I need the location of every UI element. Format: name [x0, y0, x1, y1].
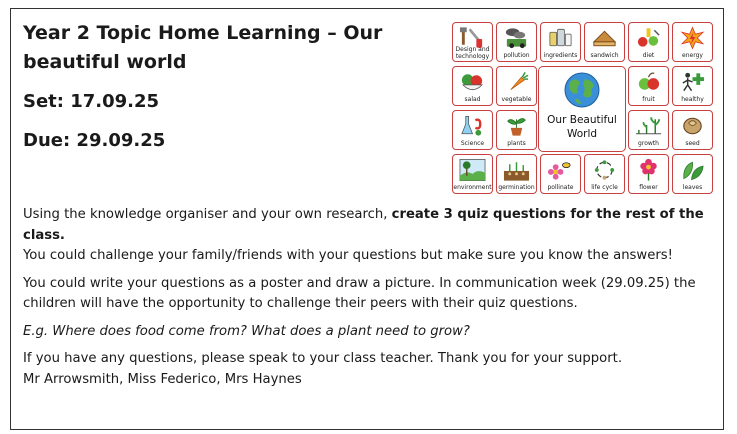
- instruction-paragraph-3: You could write your questions as a poster and draw a picture. In communication week (29.09.25) the children will have the opportunity to challenge their peers with their quiz questions.: [23, 275, 696, 311]
- instruction-paragraph-2: You could challenge your family/friends with your questions but make sure you know the answers!: [23, 248, 673, 263]
- symbol-card-design-technology: [452, 22, 493, 62]
- symbol-card-vegetable: [496, 66, 537, 106]
- symbol-card-fruit: [628, 66, 669, 106]
- sandwich-icon: [591, 26, 618, 50]
- symbol-label: healthy: [681, 96, 704, 103]
- symbol-card-seed: [672, 110, 713, 150]
- symbol-label: growth: [638, 140, 659, 147]
- salad-icon: [459, 70, 486, 94]
- symbol-card-salad: [452, 66, 493, 106]
- symbol-label: Science: [460, 140, 485, 147]
- symbol-label: environment: [453, 184, 492, 191]
- globe-icon: [561, 71, 603, 109]
- instructions: [23, 205, 719, 390]
- symbol-card-environment: [452, 154, 493, 194]
- closing-message: If you have any questions, please speak to your class teacher. Thank you for your support.: [23, 351, 623, 366]
- symbol-card-pollinate: [540, 154, 581, 194]
- symbol-label: seed: [685, 140, 700, 147]
- instruction-emphasis: create 3 quiz questions for the rest of the class.: [23, 207, 704, 243]
- energy-icon: [679, 26, 706, 50]
- symbol-label: salad: [464, 96, 481, 103]
- symbol-label: leaves: [682, 184, 703, 191]
- symbol-card-energy: [672, 22, 713, 62]
- pollution-icon: [503, 26, 530, 50]
- symbol-card-plants: [496, 110, 537, 150]
- symbol-label: plants: [507, 140, 526, 147]
- pollinate-icon: [547, 158, 574, 182]
- symbol-label: flower: [639, 184, 658, 191]
- page-title: Year 2 Topic Home Learning – Our beautiful world: [23, 22, 383, 73]
- symbol-label: germination: [498, 184, 535, 191]
- topic-symbol-grid: [452, 22, 714, 196]
- symbol-card-science: [452, 110, 493, 150]
- symbol-label: vegetable: [501, 96, 532, 103]
- symbol-label: life cycle: [591, 184, 618, 191]
- signatories: Mr Arrowsmith, Miss Federico, Mrs Haynes: [23, 371, 302, 387]
- symbol-card-ingredients: [540, 22, 581, 62]
- symbol-card-leaves: [672, 154, 713, 194]
- ingredients-icon: [547, 26, 574, 50]
- life-cycle-icon: [591, 158, 618, 182]
- instruction-text: Using the knowledge organiser and your own research,: [23, 207, 392, 222]
- symbol-label: sandwich: [590, 52, 619, 59]
- our-beautiful-world-card: [538, 66, 626, 152]
- symbol-card-sandwich: [584, 22, 625, 62]
- example-questions: E.g. Where does food come from? What does a plant need to grow?: [23, 323, 470, 339]
- homework-sheet: [10, 8, 724, 430]
- carrot-icon: [503, 70, 530, 94]
- set-date: Set: 17.09.25: [23, 91, 160, 112]
- symbol-label: pollinate: [547, 184, 574, 191]
- symbol-card-germination: [496, 154, 537, 194]
- symbol-label: pollution: [503, 52, 530, 59]
- symbol-label: energy: [682, 52, 703, 59]
- healthy-icon: [679, 70, 706, 94]
- symbol-card-flower: [628, 154, 669, 194]
- environment-icon: [459, 158, 486, 182]
- symbol-card-pollution: [496, 22, 537, 62]
- fruit-icon: [635, 70, 662, 94]
- flower-icon: [635, 158, 662, 182]
- leaves-icon: [679, 158, 706, 182]
- symbol-card-diet: [628, 22, 669, 62]
- symbol-card-healthy: [672, 66, 713, 106]
- seed-icon: [679, 114, 706, 138]
- center-label: Our Beautiful World: [547, 114, 617, 140]
- science-icon: [459, 114, 486, 138]
- germination-icon: [503, 158, 530, 182]
- symbol-card-growth: [628, 110, 669, 150]
- due-date: Due: 29.09.25: [23, 130, 166, 151]
- symbol-card-life-cycle: [584, 154, 625, 194]
- plant-pot-icon: [503, 114, 530, 138]
- symbol-label: ingredients: [543, 52, 578, 59]
- symbol-label: Design and technology: [455, 46, 490, 60]
- symbol-label: fruit: [642, 96, 655, 103]
- diet-icon: [635, 26, 662, 50]
- instruction-paragraph-1: [23, 205, 719, 246]
- symbol-label: diet: [642, 52, 655, 59]
- growth-icon: [635, 114, 662, 138]
